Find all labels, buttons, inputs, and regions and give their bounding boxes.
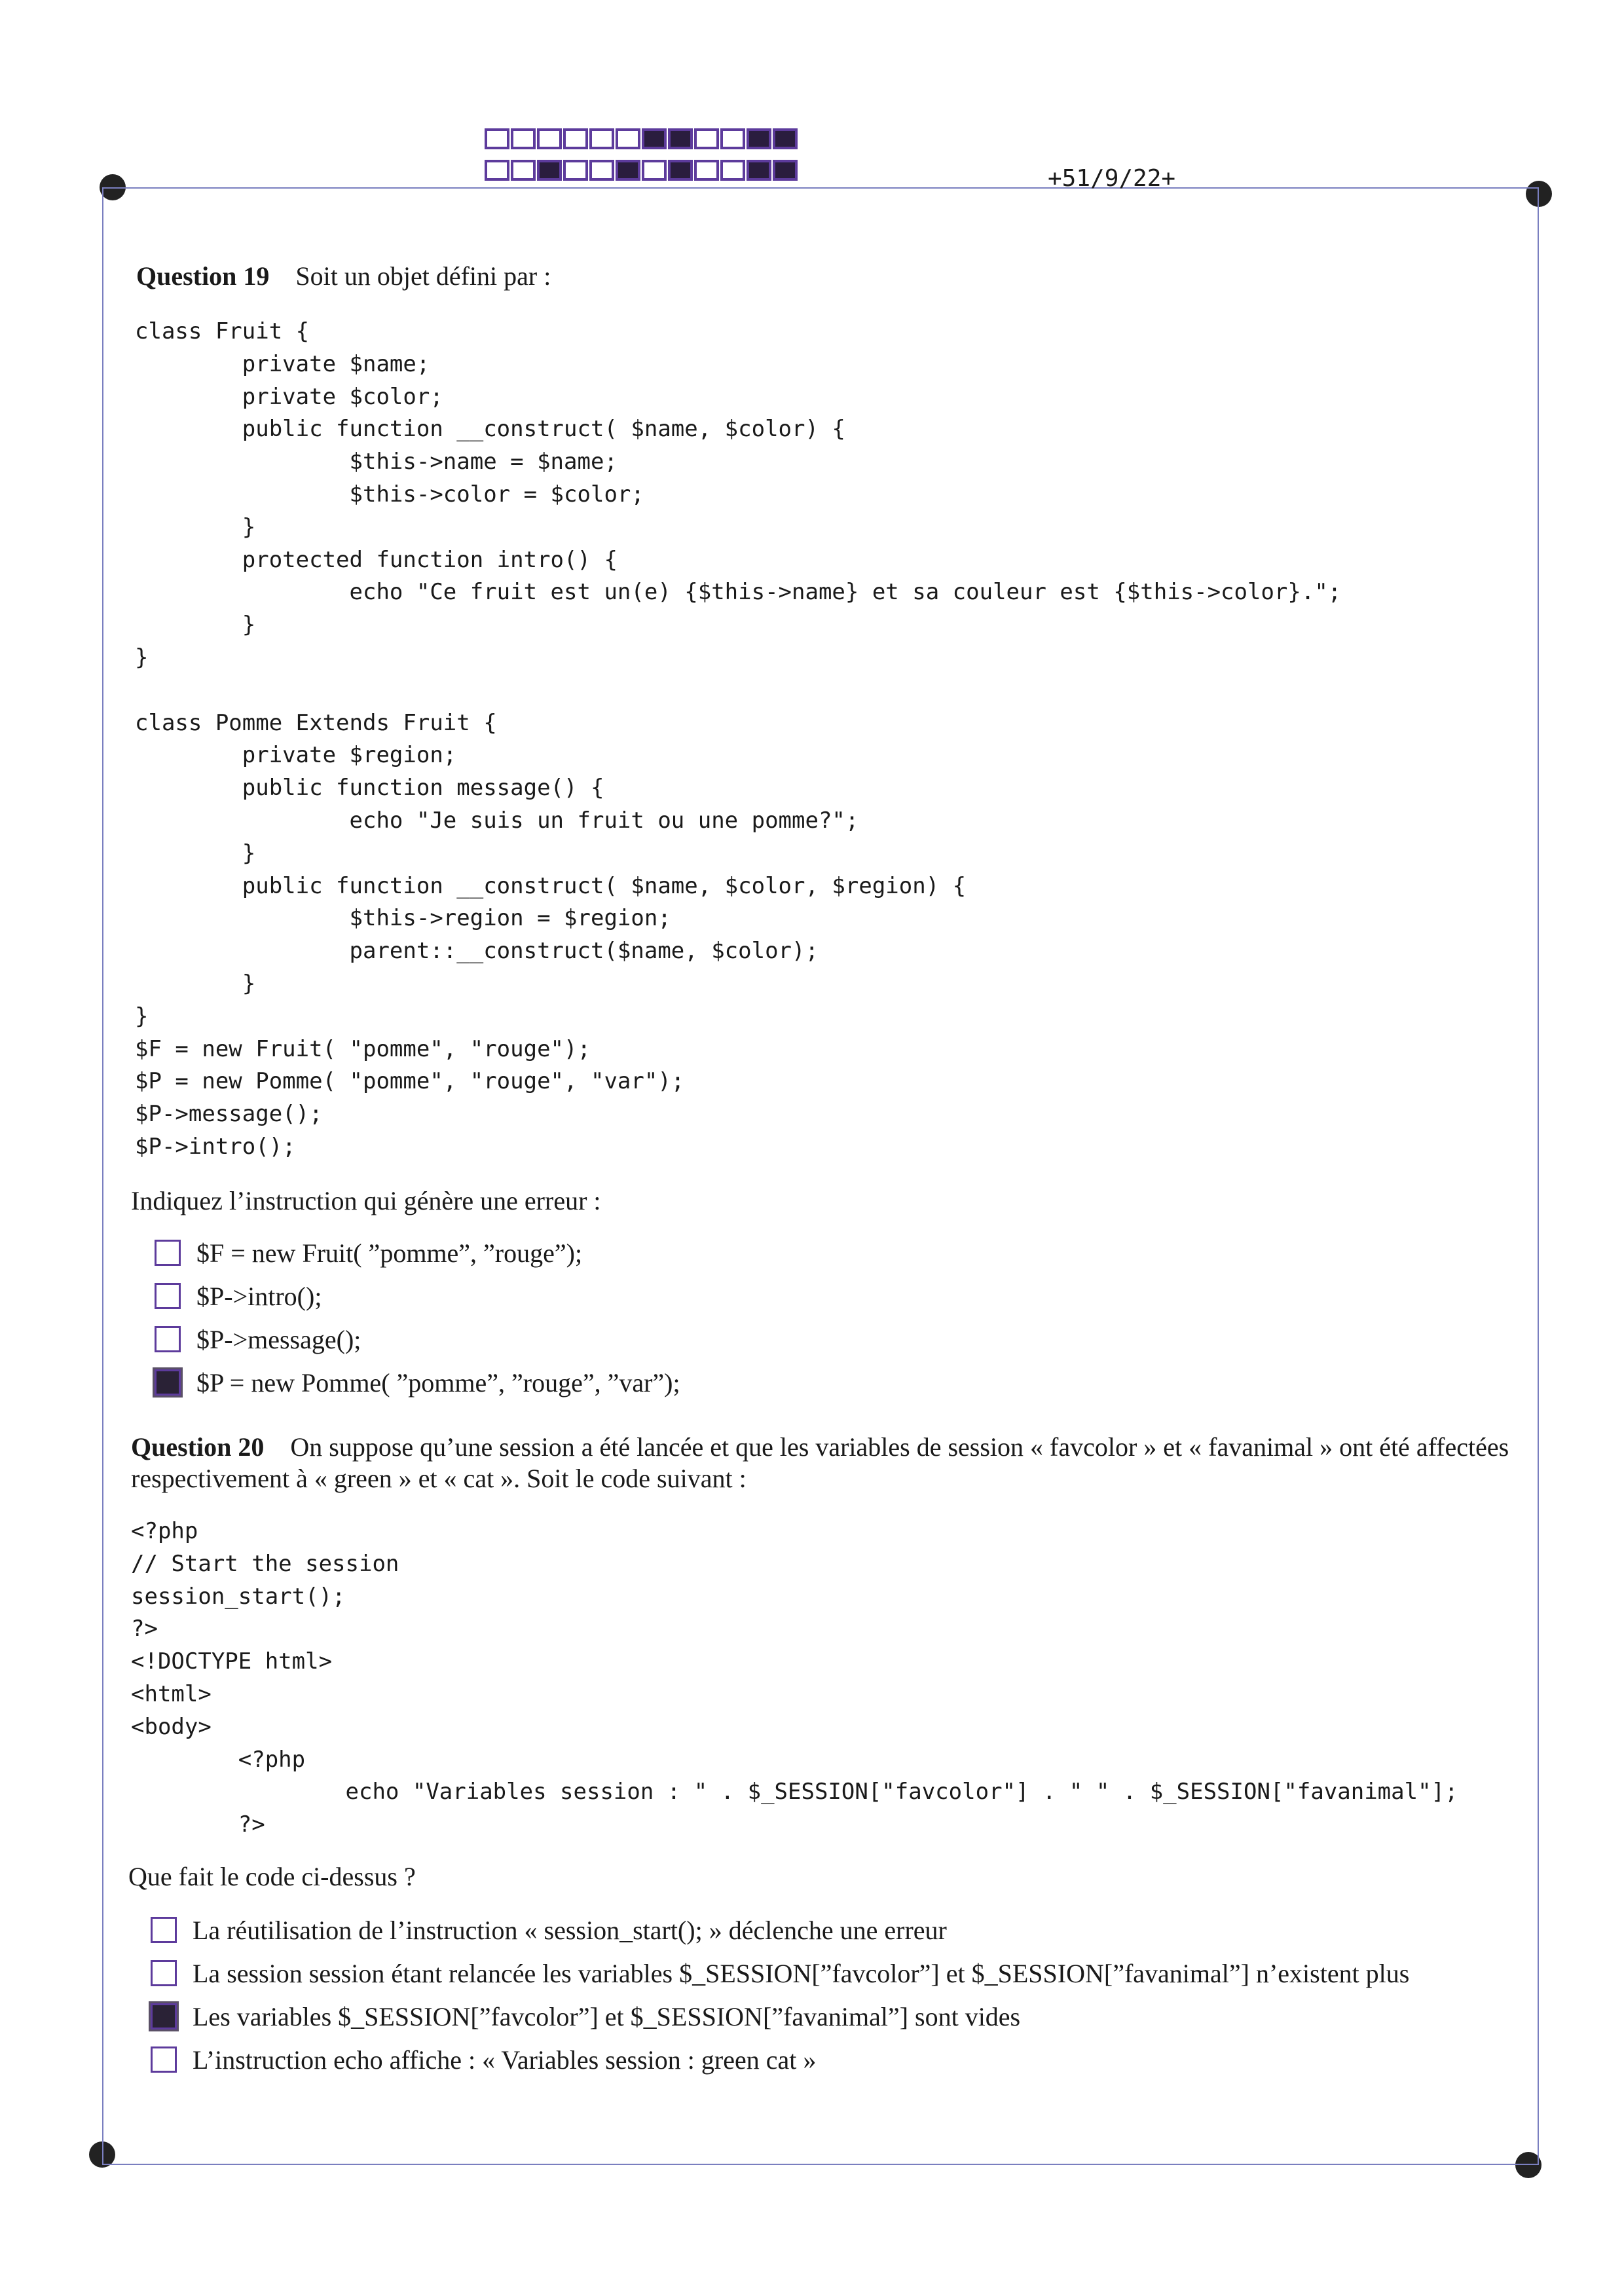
barcode-row-1	[485, 128, 799, 149]
checkbox[interactable]	[151, 1917, 177, 1943]
barcode-cell	[511, 160, 536, 181]
checkbox[interactable]	[155, 1369, 181, 1396]
barcode-cell	[642, 128, 667, 149]
q19-choice-4[interactable]	[155, 1361, 680, 1404]
question-20-prompt: Que fait le code ci-dessus ?	[128, 1862, 416, 1891]
choice-label: L’instruction echo affiche : « Variables session : green cat »	[193, 2045, 817, 2075]
barcode-cell	[616, 160, 640, 181]
page-id: +51/9/22+	[1048, 165, 1176, 192]
checkbox[interactable]	[151, 1960, 177, 1986]
barcode-cell	[537, 128, 562, 149]
q19-choice-1[interactable]	[155, 1231, 680, 1274]
question-20	[131, 1432, 1532, 1494]
choice-label: $F = new Fruit( ”pomme”, ”rouge”);	[196, 1238, 583, 1268]
question-20-label: Question 20	[131, 1432, 265, 1462]
question-19-choices	[155, 1231, 680, 1404]
barcode-cell	[485, 160, 509, 181]
choice-label: La réutilisation de l’instruction « session_start(); » déclenche une erreur	[193, 1915, 947, 1945]
question-19	[136, 261, 1538, 292]
barcode-cell	[773, 160, 798, 181]
barcode-cell	[563, 160, 588, 181]
barcode-cell	[563, 128, 588, 149]
barcode-cell	[589, 128, 614, 149]
question-19-code: class Fruit { private $name; private $color; public function __construct( $name, $color) { $this->name = $name; $this->color = $color; } protected function intro() { echo "Ce fruit est un(e) {$this->name} et sa couleur est {$this->color}."; } } class Pomme Extends Fruit { private $region; public function message() { echo "Je suis un fruit ou une pomme?"; } public function __construct( $name, $color, $region) { $this->region = $region; parent::__construct($name, $color); } } $F = new Fruit( "pomme", "rouge"); $P = new Pomme( "pomme", "rouge", "var"); $P->message(); $P->intro();	[135, 318, 1342, 1160]
barcode-cell	[642, 160, 667, 181]
checkbox[interactable]	[151, 2046, 177, 2073]
checkbox[interactable]	[151, 2003, 177, 2029]
barcode-cell	[694, 128, 719, 149]
q20-choice-1[interactable]	[151, 1908, 1409, 1952]
question-20-text: On suppose qu’une session a été lancée et que les variables de session « favcolor » et « favanimal » ont été affectées respectivement à « green » et « cat ». Soit le code suivant :	[131, 1432, 1509, 1493]
barcode-cell	[747, 128, 771, 149]
choice-label: $P->message();	[196, 1324, 361, 1354]
choice-label: Les variables $_SESSION[”favcolor”] et $_SESSION[”favanimal”] sont vides	[193, 2001, 1021, 2031]
q20-choice-3[interactable]	[151, 1995, 1409, 2038]
barcode-row-2	[485, 160, 799, 181]
choice-label: $P->intro();	[196, 1281, 322, 1311]
barcode-cell	[485, 128, 509, 149]
barcode-cell	[537, 160, 562, 181]
q19-choice-2[interactable]	[155, 1274, 680, 1318]
checkbox[interactable]	[155, 1283, 181, 1309]
barcode-cell	[694, 160, 719, 181]
barcode-cell	[616, 128, 640, 149]
choice-label: La session session étant relancée les variables $_SESSION[”favcolor”] et $_SESSION[”favanimal”] n’existent plus	[193, 1958, 1410, 1988]
barcode-cell	[668, 160, 693, 181]
question-20-code: <?php // Start the session session_start(); ?> <!DOCTYPE html> <html> <body> <?php echo "Variables session : " . $_SESSION["favcolor"] . " " . $_SESSION["favanimal"]; ?>	[131, 1518, 1458, 1838]
question-20-choices	[151, 1908, 1409, 2081]
question-19-prompt: Indiquez l’instruction qui génère une erreur :	[131, 1186, 601, 1215]
barcode-cell	[747, 160, 771, 181]
barcode-cell	[720, 160, 745, 181]
checkbox[interactable]	[155, 1326, 181, 1352]
barcode-cell	[589, 160, 614, 181]
q19-choice-3[interactable]	[155, 1318, 680, 1361]
barcode-cell	[511, 128, 536, 149]
barcode-cell	[773, 128, 798, 149]
question-19-text: Soit un objet défini par :	[295, 261, 551, 291]
checkbox[interactable]	[155, 1240, 181, 1266]
barcode-cell	[668, 128, 693, 149]
barcode-cell	[720, 128, 745, 149]
q20-choice-2[interactable]	[151, 1952, 1409, 1995]
question-19-label: Question 19	[136, 261, 270, 291]
q20-choice-4[interactable]	[151, 2038, 1409, 2081]
choice-label: $P = new Pomme( ”pomme”, ”rouge”, ”var”);	[196, 1367, 680, 1398]
